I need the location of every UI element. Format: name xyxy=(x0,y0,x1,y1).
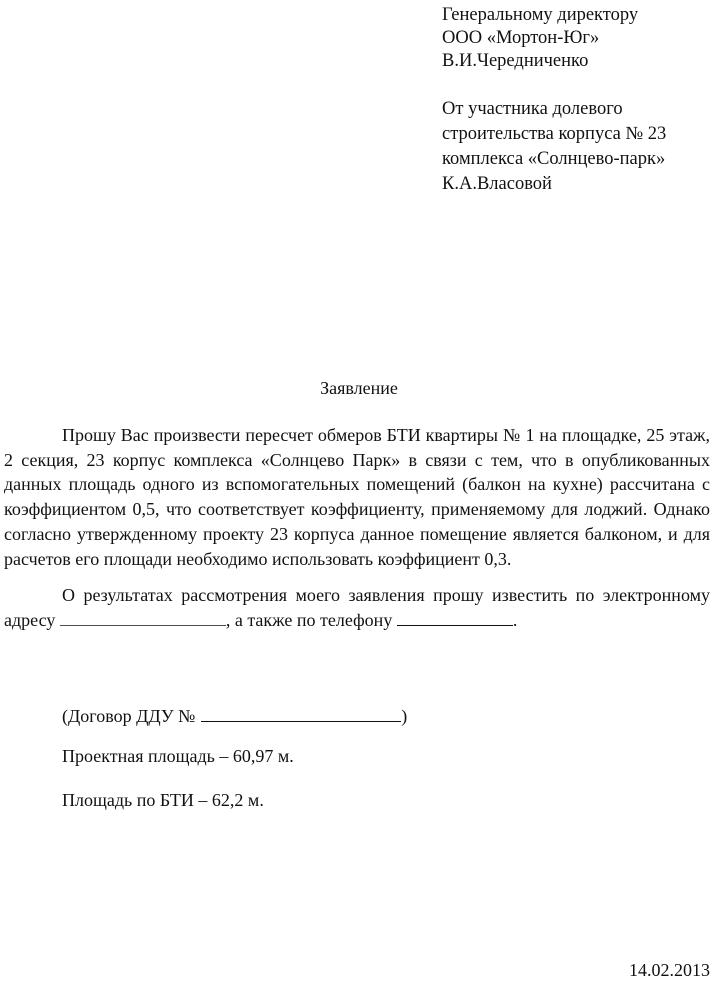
project-area-line: Проектная площадь – 60,97 м. xyxy=(62,746,294,766)
request-paragraph: Прошу Вас произвести пересчет обмеров БТИ квартиры № 1 на площадке, 25 этаж, 2 секция, 23 корпус комплекса «Солнцево Парк» в связи с тем, что в опубликованных данных площадь одного из вспомогательных помещений (балкон на кухне) рассчитана с коэффициентом 0,5, что соответствует коэффициенту, применяемому для лоджий. Однако согласно утвержденному проекту 23 корпуса данное помещение является балконом, и для расчетов его площади необходимо использовать коэффициент 0,3. xyxy=(4,425,710,569)
notification-text-end: . xyxy=(512,610,518,631)
sender-line-2: строительства корпуса № 23 xyxy=(442,124,667,144)
sender-block xyxy=(442,97,666,197)
document-date: 14.02.2013 xyxy=(629,960,710,980)
email-blank-field[interactable] xyxy=(60,609,226,626)
document-title: Заявление xyxy=(320,378,398,398)
addressee-name: В.И.Чередниченко xyxy=(442,51,589,71)
document-body xyxy=(4,423,710,633)
notification-text-start: О результатах рассмотрения моего заявления прошу известить по электронному адресу xyxy=(4,585,710,631)
sender-line-1: От участника долевого xyxy=(442,99,623,119)
contract-suffix: ) xyxy=(401,706,408,726)
contract-line xyxy=(62,705,407,727)
addressee-company: ООО «Мортон-Юг» xyxy=(442,28,600,48)
bti-area-line: Площадь по БТИ – 62,2 м. xyxy=(62,790,264,810)
phone-blank-field[interactable] xyxy=(397,609,513,626)
notification-paragraph xyxy=(4,583,710,633)
sender-line-3: комплекса «Солнцево-парк» xyxy=(442,149,666,169)
contract-number-blank-field[interactable] xyxy=(201,705,401,722)
sender-name: К.А.Власовой xyxy=(442,174,552,194)
addressee-block xyxy=(442,4,638,73)
notification-text-middle: , а также по телефону xyxy=(225,610,397,631)
addressee-position: Генеральному директору xyxy=(442,5,639,25)
contract-prefix: (Договор ДДУ № xyxy=(62,706,196,726)
